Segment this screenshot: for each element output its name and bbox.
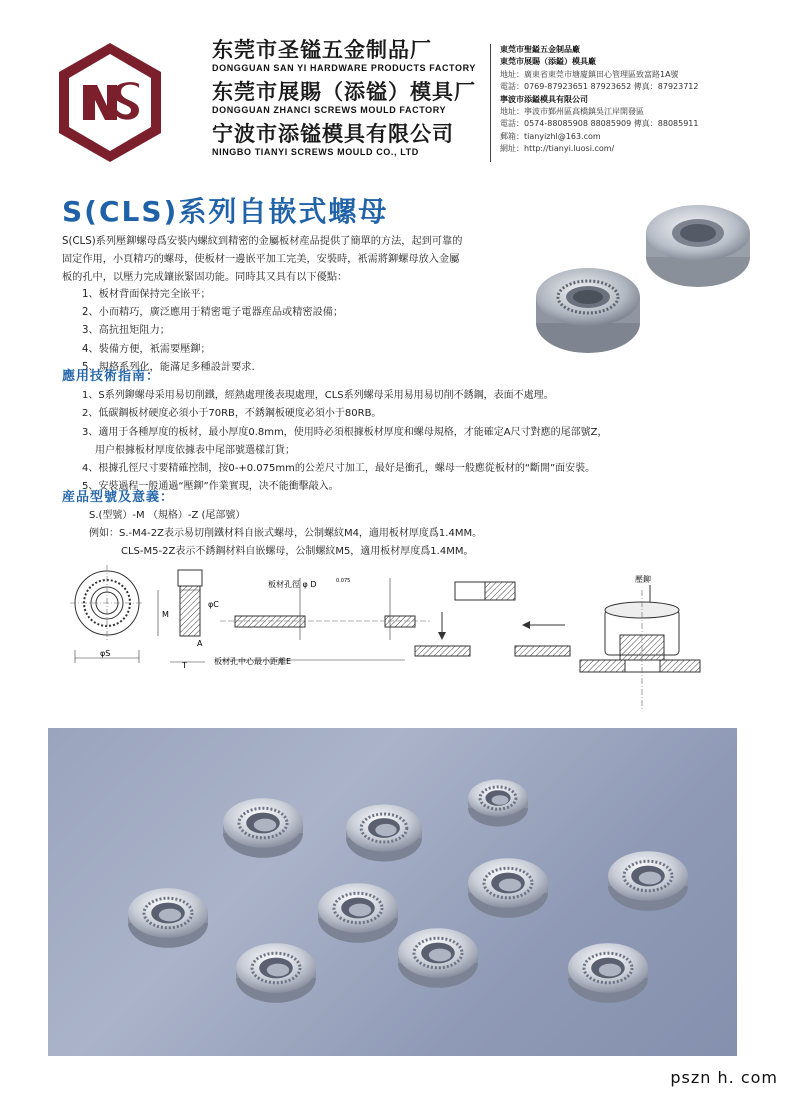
photo-nut xyxy=(398,928,478,988)
product-photo-nut-top xyxy=(643,203,753,291)
contact-email: 郵箱：tianyizhl@163.com xyxy=(500,131,601,141)
guide-list xyxy=(82,387,722,497)
contact-company-3: 寧波市添鎰模具有限公司 xyxy=(500,94,588,104)
feature-item: 3、高抗扭矩阻力； xyxy=(82,325,170,337)
intro-line: 板的孔中，以壓力完成鑲嵌緊固功能。同時其又具有以下優點： xyxy=(62,272,348,283)
press-diagram xyxy=(580,574,700,710)
section-heading-guide: 應用技術指南： xyxy=(62,369,161,384)
install-step-diagram xyxy=(415,582,570,656)
photo-nut xyxy=(468,858,548,918)
nut-side-section xyxy=(158,570,219,670)
intro-paragraph xyxy=(62,233,532,287)
contact-address-1: 地址：廣東省東莞市塘廈鎮田心管理區致富路1A號 xyxy=(500,69,679,79)
company-logo xyxy=(55,40,165,165)
contact-address-2: 地址：寧波市鄞州區高橋鎮吳江岸開發區 xyxy=(500,107,644,117)
label-phi-c: φC xyxy=(208,600,219,609)
intro-line: 固定作用，小頁精巧的螺母，使板材一邊嵌平加工完美，安裝時，衹需將鉚螺母放入金屬 xyxy=(62,254,460,265)
header-divider xyxy=(490,44,491,162)
company-1-en: DONGGUAN SAN YI HARDWARE PRODUCTS FACTORY xyxy=(212,63,476,73)
feature-item: 2、小而精巧，廣泛應用于精密電子電器産品或精密設備； xyxy=(82,307,344,319)
nut-front-view xyxy=(70,565,144,663)
guide-item: 4、根據孔徑尺寸要精確控制，按0-+0.075mm的公差尺寸加工，最好是衝孔，螺母一般應從板材的“斷開”面安裝。 xyxy=(82,463,596,475)
photo-nut xyxy=(568,943,648,1003)
model-example-1: 例如：S.-M4-2Z表示易切削鐵材料自嵌式螺母，公制螺紋M4，適用板材厚度爲1.4MM。 xyxy=(89,528,483,539)
feature-item: 1、板材背面保持完全嵌平； xyxy=(82,289,211,300)
contact-website: 網址：http://tianyi.luosi.com/ xyxy=(500,144,615,154)
page-title: S(CLS)系列自嵌式螺母 xyxy=(62,195,389,228)
contact-phone-1: 電話：0769-87923651 87923652 傳真：87923712 xyxy=(500,82,699,92)
label-m: M xyxy=(162,610,169,619)
label-hole-diameter: 板材孔徑 φ D xyxy=(268,580,317,589)
photo-nut xyxy=(223,798,303,858)
contact-info xyxy=(500,44,795,156)
contact-phone-2: 電話：0574-88085908 88085909 傳真：88085911 xyxy=(500,119,699,129)
guide-item: 用户根據板材厚度依據表中尾部號選樣訂貨； xyxy=(95,444,295,456)
label-a: A xyxy=(197,639,203,648)
plate-hole-diagram xyxy=(214,578,430,666)
product-photo xyxy=(48,728,737,1056)
company-3-zh: 宁波市添镒模具有限公司 xyxy=(212,122,454,146)
feature-item: 4、裝備方便，衹需要壓鉚； xyxy=(82,343,211,355)
label-e: 板材孔中心最小距離E xyxy=(214,657,292,666)
label-t: T xyxy=(182,661,187,670)
company-names xyxy=(212,38,482,164)
label-phi-s: φS xyxy=(100,649,111,658)
photo-nut xyxy=(468,779,528,826)
guide-item: 3、適用于各種厚度的板材，最小厚度0.8mm，使用時必須根據板材厚度和螺母規格，才能確定A尺寸對應的尾部號Z， xyxy=(82,426,608,438)
watermark: pszn h. com xyxy=(670,1068,778,1087)
model-example-2: CLS-M5-2Z表示不銹鋼材料自嵌螺母，公制螺紋M5，適用板材厚度爲1.4MM。 xyxy=(121,546,474,557)
guide-item: 1、S系列鉚螺母采用易切削鐵，經熱處理後表現處理，CLS系列螺母采用易用易切削不銹鋼，表面不處理。 xyxy=(82,390,554,401)
company-2-en: DONGGUAN ZHANCI SCREWS MOULD FACTORY xyxy=(212,105,447,115)
guide-item: 5、安裝過程一般通過“壓鉚”作業實現，决不能衝擊敲入。 xyxy=(82,481,339,493)
photo-nut xyxy=(318,883,398,943)
company-2-zh: 东莞市展賜（添镒）模具厂 xyxy=(212,80,476,104)
feature-list xyxy=(82,286,532,377)
photo-nut xyxy=(346,804,422,861)
contact-company-1: 東莞市聖鎰五金制品廠 xyxy=(500,45,580,54)
photo-nut xyxy=(236,943,316,1003)
technical-diagram xyxy=(60,560,720,720)
label-press: 壓鉚 xyxy=(635,575,651,584)
intro-line: S(CLS)系列壓鉚螺母爲安裝内螺紋到精密的金屬板材産品提供了簡單的方法，起到可靠的 xyxy=(62,236,463,247)
label-hole-tolerance: 0.075 xyxy=(336,578,351,584)
guide-item: 2、低碳鋼板材硬度必須小于70RB，不銹鋼板硬度必須小于80RB。 xyxy=(82,408,382,420)
contact-company-2: 東莞市展賜（添鎰）模具廠 xyxy=(500,57,596,67)
model-format: S.(型號）-M （規格）-Z (尾部號） xyxy=(89,510,246,521)
company-3-en: NINGBO TIANYI SCREWS MOULD CO., LTD xyxy=(212,147,419,157)
photo-nut xyxy=(608,851,688,911)
section-heading-model: 産品型號及意義： xyxy=(62,490,175,505)
feature-item: 5、規格系列化，能滿足多種設計要求. xyxy=(82,361,255,373)
company-1-zh: 东莞市圣镒五金制品厂 xyxy=(212,38,432,62)
photo-nut xyxy=(128,888,208,948)
product-photo-nut-bottom xyxy=(533,265,643,357)
